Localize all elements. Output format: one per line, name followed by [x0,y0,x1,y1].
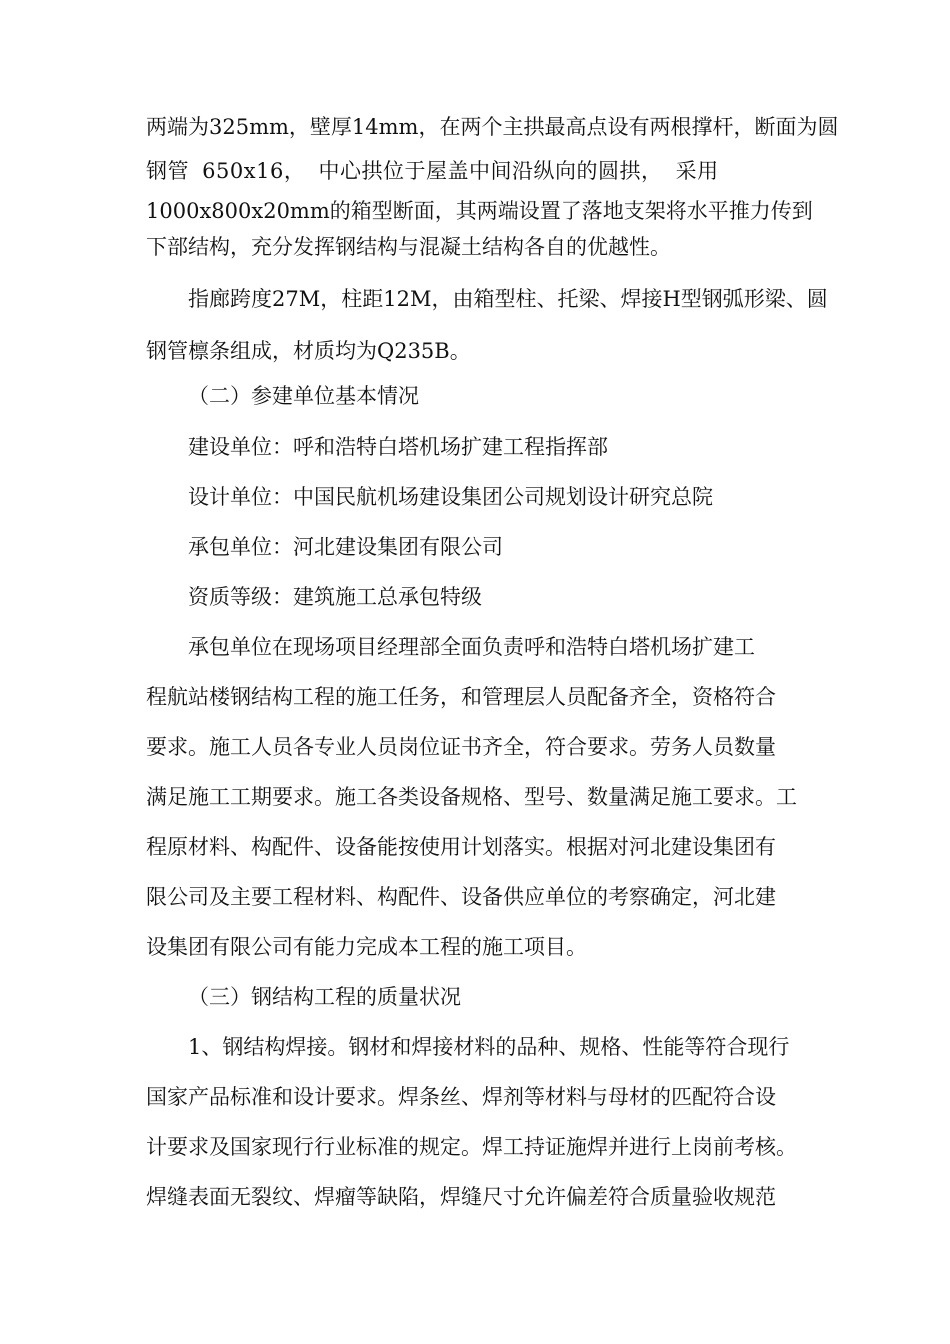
paragraph-line-13: 程航站楼钢结构工程的施工任务，和管理层人员配备齐全，资格符合 [146,685,776,709]
qualification-level: 资质等级：建筑施工总承包特级 [188,585,482,609]
paragraph-line-18: 设集团有限公司有能力完成本工程的施工项目。 [146,935,587,959]
construction-unit: 建设单位：呼和浩特白塔机场扩建工程指挥部 [188,435,608,459]
paragraph-line-22: 计要求及国家现行行业标准的规定。焊工持证施焊并进行上岗前考核。 [146,1135,797,1159]
paragraph-line-21: 国家产品标准和设计要求。焊条丝、焊剂等材料与母材的匹配符合设 [146,1085,776,1109]
paragraph-line-5: 指廊跨度27M，柱距12M，由箱型柱、托梁、焊接H型钢弧形梁、圆 [188,287,828,311]
paragraph-line-3: 1000x800x20mm的箱型断面，其两端设置了落地支架将水平推力传到 [146,199,813,223]
paragraph-line-15: 满足施工工期要求。施工各类设备规格、型号、数量满足施工要求。工 [146,785,797,809]
paragraph-line-12: 承包单位在现场项目经理部全面负责呼和浩特白塔机场扩建工 [188,635,755,659]
paragraph-line-20: 1、钢结构焊接。钢材和焊接材料的品种、规格、性能等符合现行 [188,1035,790,1059]
paragraph-line-17: 限公司及主要工程材料、构配件、设备供应单位的考察确定，河北建 [146,885,776,909]
paragraph-line-4: 下部结构，充分发挥钢结构与混凝土结构各自的优越性。 [146,235,671,259]
paragraph-line-16: 程原材料、构配件、设备能按使用计划落实。根据对河北建设集团有 [146,835,776,859]
paragraph-line-2: 钢管 650x16， 中心拱位于屋盖中间沿纵向的圆拱， 采用 [146,159,719,183]
paragraph-line-14: 要求。施工人员各专业人员岗位证书齐全，符合要求。劳务人员数量 [146,735,776,759]
paragraph-line-23: 焊缝表面无裂纹、焊瘤等缺陷，焊缝尺寸允许偏差符合质量验收规范 [146,1185,776,1209]
section-heading-2: （二）参建单位基本情况 [188,384,419,408]
paragraph-line-1: 两端为325mm，壁厚14mm，在两个主拱最高点设有两根撑杆，断面为圆 [146,115,839,139]
paragraph-line-6: 钢管檩条组成，材质均为Q235B。 [146,339,471,363]
contractor-unit: 承包单位：河北建设集团有限公司 [188,535,503,559]
section-heading-3: （三）钢结构工程的质量状况 [188,985,461,1009]
design-unit: 设计单位：中国民航机场建设集团公司规划设计研究总院 [188,485,713,509]
